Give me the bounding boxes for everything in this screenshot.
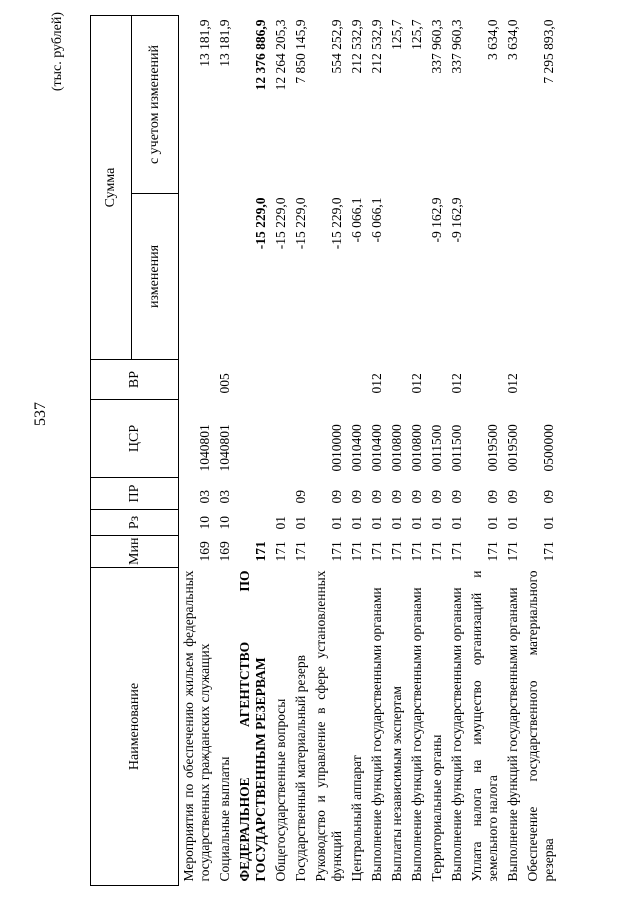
row-total: 125,7 <box>409 19 424 50</box>
table-row <box>179 16 216 886</box>
row-csr: 0011500 <box>429 424 444 472</box>
row-min: 171 <box>409 541 424 562</box>
row-min: 171 <box>273 541 288 562</box>
row-change <box>215 194 235 360</box>
row-name: ФЕДЕРАЛЬНОЕ АГЕНТСТВО ПО ГОСУДАРСТВЕННЫМ РЕЗЕРВАМ <box>237 570 268 882</box>
row-vr <box>311 360 347 400</box>
table-row <box>467 16 503 886</box>
row-min: 171 <box>329 541 344 562</box>
row-vr: 012 <box>505 373 520 394</box>
row-min: 171 <box>429 541 444 562</box>
row-rz: 01 <box>409 516 424 530</box>
row-min: 171 <box>293 541 308 562</box>
row-pr: 09 <box>429 490 444 504</box>
row-total: 3 634,0 <box>505 19 520 60</box>
row-total: 3 634,0 <box>485 19 500 60</box>
table-row <box>367 16 387 886</box>
row-csr <box>291 400 311 478</box>
row-rz: 01 <box>505 516 520 530</box>
row-rz: 01 <box>449 516 464 530</box>
row-change <box>179 194 216 360</box>
row-name: Общегосударственные вопросы <box>273 698 288 882</box>
row-min: 171 <box>389 541 404 562</box>
row-pr: 09 <box>409 490 424 504</box>
row-vr <box>347 360 367 400</box>
row-name: Выполнение функций государственными органами <box>369 587 384 882</box>
table-row <box>503 16 523 886</box>
row-change: -6 066,1 <box>349 197 364 243</box>
row-rz: 01 <box>369 516 384 530</box>
row-total: 12 264 205,3 <box>273 19 288 91</box>
row-name: Выплаты независимым экспертам <box>389 686 404 882</box>
row-name: Выполнение функций государственными органами <box>409 587 424 882</box>
row-change: -6 066,1 <box>369 197 384 243</box>
row-name: Выполнение функций государственными органами <box>505 587 520 882</box>
row-csr: 0010400 <box>369 424 384 472</box>
row-name: Обеспечение государственного материального резерва <box>525 570 556 882</box>
header-rz: Рз <box>91 510 179 536</box>
row-change: -15 229,0 <box>329 197 344 250</box>
row-min: 169 <box>217 541 232 562</box>
row-csr: 1040801 <box>197 424 212 472</box>
row-csr <box>271 400 291 478</box>
row-change <box>387 194 407 360</box>
row-vr <box>235 360 271 400</box>
header-change: изменения <box>132 194 179 360</box>
row-csr: 0500000 <box>541 424 556 472</box>
header-csr: ЦСР <box>91 400 179 478</box>
header-min: Мин <box>91 536 179 568</box>
row-csr: 0011500 <box>449 424 464 472</box>
row-min: 171 <box>253 541 268 562</box>
page-number: 537 <box>32 402 49 426</box>
row-pr: 03 <box>217 490 232 504</box>
table-row <box>387 16 407 886</box>
header-name: Наименование <box>91 568 179 886</box>
row-pr: 09 <box>349 490 364 504</box>
row-vr <box>179 360 216 400</box>
row-pr: 09 <box>369 490 384 504</box>
row-vr: 012 <box>369 373 384 394</box>
row-change <box>407 194 427 360</box>
row-vr <box>467 360 503 400</box>
row-total: 337 960,3 <box>429 19 444 74</box>
row-pr: 03 <box>197 490 212 504</box>
row-rz: 10 <box>197 516 212 530</box>
row-vr: 012 <box>449 373 464 394</box>
row-change: -9 162,9 <box>429 197 444 243</box>
row-change: -15 229,0 <box>273 197 288 250</box>
row-min: 171 <box>369 541 384 562</box>
table-row <box>291 16 311 886</box>
row-rz: 01 <box>293 516 308 530</box>
row-rz: 01 <box>429 516 444 530</box>
row-vr <box>427 360 447 400</box>
row-csr: 0019500 <box>485 424 500 472</box>
row-name: Социальные выплаты <box>217 756 232 882</box>
row-rz: 01 <box>485 516 500 530</box>
header-sum: Сумма <box>91 16 132 360</box>
row-name: Центральный аппарат <box>349 755 364 882</box>
row-pr: 09 <box>485 490 500 504</box>
row-rz: 01 <box>273 516 288 530</box>
row-total: 12 376 886,9 <box>253 19 268 91</box>
table-row <box>271 16 291 886</box>
budget-table <box>90 15 559 886</box>
row-pr: 09 <box>541 490 556 504</box>
row-change <box>503 194 523 360</box>
table-row <box>347 16 367 886</box>
row-csr: 0010000 <box>329 424 344 472</box>
table-row <box>523 16 559 886</box>
row-csr: 0019500 <box>505 424 520 472</box>
row-pr: 09 <box>389 490 404 504</box>
row-change: -15 229,0 <box>293 197 308 250</box>
units-label: (тыс. рублей) <box>50 12 65 92</box>
row-total: 125,7 <box>389 19 404 50</box>
row-name: Мероприятия по обеспечению жильем федеральных государственных гражданских служащих <box>181 570 212 882</box>
row-change: -9 162,9 <box>449 197 464 243</box>
row-name: Уплата налога на имущество организаций и земельного налога <box>469 570 500 882</box>
row-pr: 09 <box>329 490 344 504</box>
row-name: Руководство и управление в сфере установленных функций <box>313 570 344 882</box>
row-vr <box>387 360 407 400</box>
table-row <box>427 16 447 886</box>
row-rz <box>235 510 271 536</box>
row-total: 13 181,9 <box>197 19 212 67</box>
row-name: Территориальные органы <box>429 734 444 882</box>
row-pr <box>271 478 291 510</box>
row-vr: 005 <box>217 373 232 394</box>
row-pr: 09 <box>293 490 308 504</box>
header-pr: ПР <box>91 478 179 510</box>
row-name: Выполнение функций государственными органами <box>449 587 464 882</box>
row-csr: 1040801 <box>217 424 232 472</box>
row-rz: 01 <box>349 516 364 530</box>
row-pr <box>235 478 271 510</box>
row-total: 554 252,9 <box>329 19 344 74</box>
row-min: 171 <box>505 541 520 562</box>
row-name: Государственный материальный резерв <box>293 654 308 882</box>
row-min: 171 <box>485 541 500 562</box>
row-change <box>467 194 503 360</box>
row-min: 171 <box>349 541 364 562</box>
row-min: 171 <box>449 541 464 562</box>
row-change <box>523 194 559 360</box>
row-vr <box>271 360 291 400</box>
row-pr: 09 <box>449 490 464 504</box>
row-total: 7 295 893,0 <box>541 19 556 84</box>
table-row <box>311 16 347 886</box>
header-vr: ВР <box>91 360 179 400</box>
row-total: 212 532,9 <box>349 19 364 74</box>
row-total: 13 181,9 <box>217 19 232 67</box>
row-csr: 0010400 <box>349 424 364 472</box>
table-body <box>179 16 560 886</box>
table-header <box>91 16 179 886</box>
row-csr: 0010800 <box>389 424 404 472</box>
row-min: 171 <box>541 541 556 562</box>
row-rz: 01 <box>329 516 344 530</box>
row-vr <box>523 360 559 400</box>
row-vr <box>291 360 311 400</box>
table-row <box>407 16 427 886</box>
row-total: 7 850 145,9 <box>293 19 308 84</box>
row-csr: 0010800 <box>409 424 424 472</box>
row-csr <box>235 400 271 478</box>
rotated-page <box>48 8 622 892</box>
row-vr: 012 <box>409 373 424 394</box>
row-rz: 01 <box>389 516 404 530</box>
row-rz: 10 <box>217 516 232 530</box>
row-total: 337 960,3 <box>449 19 464 74</box>
row-pr: 09 <box>505 490 520 504</box>
row-total: 212 532,9 <box>369 19 384 74</box>
row-change: -15 229,0 <box>253 197 268 250</box>
row-min: 169 <box>197 541 212 562</box>
row-rz: 01 <box>541 516 556 530</box>
table-row <box>215 16 235 886</box>
table-row <box>447 16 467 886</box>
table-row <box>235 16 271 886</box>
header-with-change: с учетом изменений <box>132 16 179 194</box>
